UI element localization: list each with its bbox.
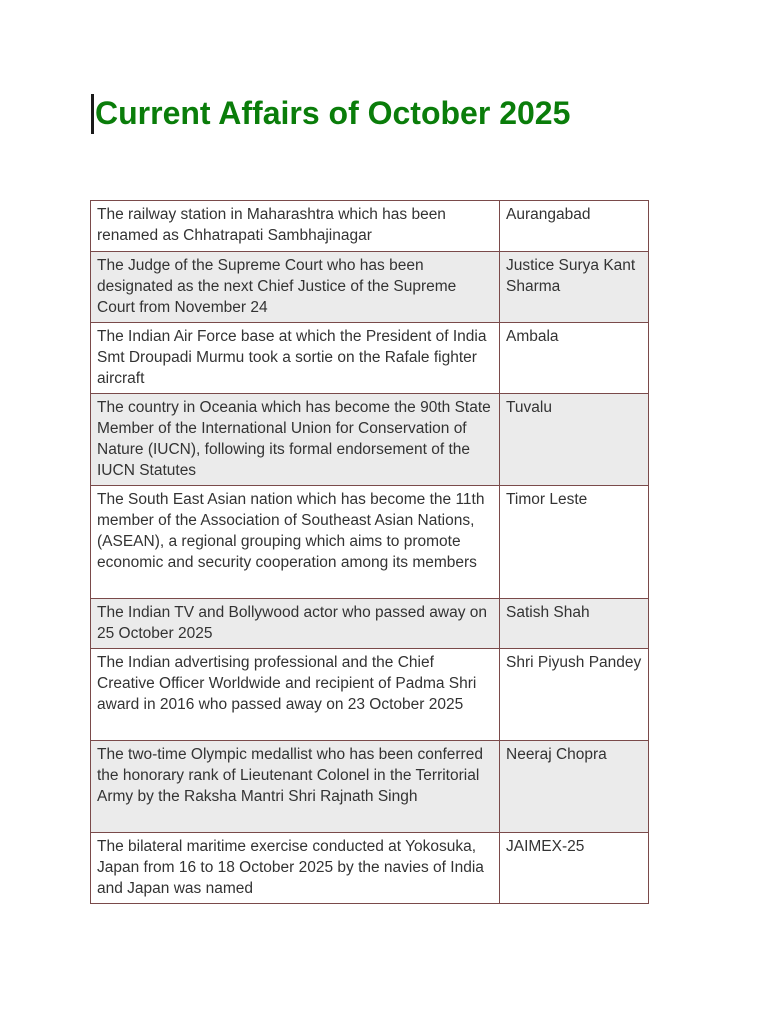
qa-table (90, 200, 649, 904)
answer-cell: Aurangabad (500, 201, 649, 252)
table-row (91, 599, 649, 649)
table-row (91, 252, 649, 323)
table-row (91, 649, 649, 741)
question-cell: The Indian advertising professional and the Chief Creative Officer Worldwide and recipient of Padma Shri award in 2016 who passed away on 23 October 2025 (91, 649, 500, 741)
title-block (91, 93, 570, 134)
table-row (91, 486, 649, 599)
question-cell: The South East Asian nation which has become the 11th member of the Association of Southeast Asian Nations, (ASEAN), a regional grouping which aims to promote economic and security cooperation among its members (91, 486, 500, 599)
question-cell: The Indian Air Force base at which the President of India Smt Droupadi Murmu took a sortie on the Rafale fighter aircraft (91, 323, 500, 394)
question-cell: The railway station in Maharashtra which has been renamed as Chhatrapati Sambhajinagar (91, 201, 500, 252)
answer-cell: Timor Leste (500, 486, 649, 599)
table-row (91, 201, 649, 252)
answer-cell: Satish Shah (500, 599, 649, 649)
table-row (91, 833, 649, 904)
text-cursor (91, 94, 94, 134)
question-cell: The Judge of the Supreme Court who has been designated as the next Chief Justice of the Supreme Court from November 24 (91, 252, 500, 323)
table-row (91, 741, 649, 833)
answer-cell: JAIMEX-25 (500, 833, 649, 904)
question-cell: The two-time Olympic medallist who has been conferred the honorary rank of Lieutenant Colonel in the Territorial Army by the Raksha Mantri Shri Rajnath Singh (91, 741, 500, 833)
table-row (91, 394, 649, 486)
question-cell: The country in Oceania which has become the 90th State Member of the International Union for Conservation of Nature (IUCN), following its formal endorsement of the IUCN Statutes (91, 394, 500, 486)
answer-cell: Justice Surya Kant Sharma (500, 252, 649, 323)
answer-cell: Shri Piyush Pandey (500, 649, 649, 741)
question-cell: The bilateral maritime exercise conducted at Yokosuka, Japan from 16 to 18 October 2025 by the navies of India and Japan was named (91, 833, 500, 904)
answer-cell: Neeraj Chopra (500, 741, 649, 833)
answer-cell: Tuvalu (500, 394, 649, 486)
answer-cell: Ambala (500, 323, 649, 394)
page-title: Current Affairs of October 2025 (95, 95, 571, 131)
table-row (91, 323, 649, 394)
question-cell: The Indian TV and Bollywood actor who passed away on 25 October 2025 (91, 599, 500, 649)
